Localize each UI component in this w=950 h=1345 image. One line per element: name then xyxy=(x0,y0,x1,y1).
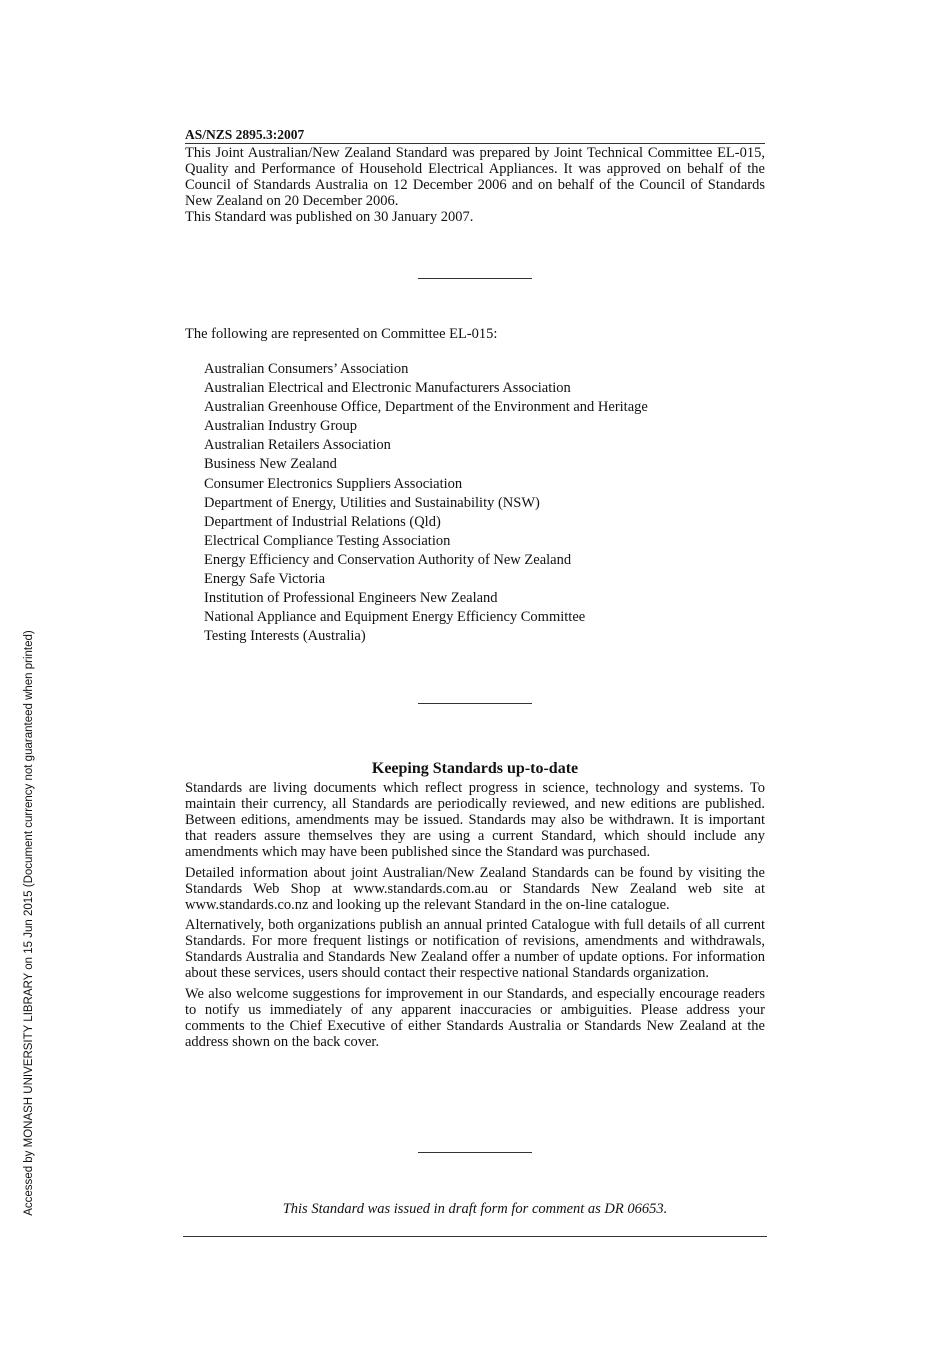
list-item: Australian Consumers’ Association xyxy=(204,361,409,377)
list-item: Australian Electrical and Electronic Manufacturers Association xyxy=(204,380,571,397)
list-item: Institution of Professional Engineers New Zealand xyxy=(204,590,498,607)
list-item: Department of Energy, Utilities and Sustainability (NSW) xyxy=(204,494,540,511)
list-item: Australian Greenhouse Office, Department of the Environment and Heritage xyxy=(204,399,648,416)
list-item: Energy Safe Victoria xyxy=(204,571,325,588)
section-divider xyxy=(418,703,532,704)
section-divider xyxy=(418,1152,532,1153)
list-item: Energy Efficiency and Conservation Authority of New Zealand xyxy=(204,551,572,568)
body-paragraph: We also welcome suggestions for improvement in our Standards, and especially encourage readers to notify us immediately of any apparent inaccuracies or ambiguities. Please address your comments to the Chief Executive of either Standards Australia or Standards New Zealand at the address shown on the back cover. xyxy=(185,985,765,1050)
body-paragraph: Alternatively, both organizations publish an annual printed Catalogue with full details of all current Standards. For more frequent listings or notification of revisions, amendments and withdrawals, Standards Australia and Standards New Zealand offer a number of update options. For information about these services, users should contact their respective national Standards organization. xyxy=(185,917,765,981)
body-paragraph: Detailed information about joint Australian/New Zealand Standards can be found by visiting the Standards Web Shop at www.standards.com.au or Standards New Zealand web site at www.standards.co.nz and looking up the relevant Standard in the on-line catalogue. xyxy=(185,864,765,913)
approval-paragraph: This Joint Australian/New Zealand Standard was prepared by Joint Technical Committee EL-015, Quality and Performance of Household Electrical Appliances. It was approved on behalf of the Council of Standards Australia on 12 December 2006 and on behalf of the Council of Standards New Zealand on 20 December 2006. xyxy=(185,145,765,209)
list-item: National Appliance and Equipment Energy Efficiency Committee xyxy=(204,609,586,626)
list-item: Testing Interests (Australia) xyxy=(204,628,366,645)
body-paragraph: Standards are living documents which reflect progress in science, technology and systems. To maintain their currency, all Standards are periodically reviewed, and new editions are published. Between editions, amendments may be issued. Standards may also be withdrawn. It is important that readers assure themselves they are using a current Standard, which should include any amendments which may have been published since the Standard was purchased. xyxy=(185,780,765,860)
list-item: Consumer Electronics Suppliers Association xyxy=(204,475,463,492)
access-watermark: Accessed by MONASH UNIVERSITY LIBRARY on 15 Jun 2015 (Document currency not guaranteed when printed) xyxy=(23,630,35,1216)
list-item: Electrical Compliance Testing Association xyxy=(204,532,451,549)
section-title: Keeping Standards up-to-date xyxy=(371,760,579,777)
document-identifier: AS/NZS 2895.3:2007 xyxy=(185,127,765,144)
draft-note: This Standard was issued in draft form for comment as DR 06653. xyxy=(282,1201,668,1217)
publication-date-paragraph: This Standard was published on 30 January 2007. xyxy=(185,209,474,225)
list-item: Business New Zealand xyxy=(204,456,337,473)
list-item: Australian Industry Group xyxy=(204,418,358,435)
footer-rule xyxy=(183,1236,767,1237)
list-item: Department of Industrial Relations (Qld) xyxy=(204,513,441,530)
list-item: Australian Retailers Association xyxy=(204,437,391,454)
approval-statement xyxy=(185,145,765,225)
keeping-standards-body xyxy=(185,780,765,1054)
committee-member-list xyxy=(204,360,648,646)
section-divider xyxy=(418,278,532,279)
committee-heading: The following are represented on Committee EL-015: xyxy=(185,326,498,342)
